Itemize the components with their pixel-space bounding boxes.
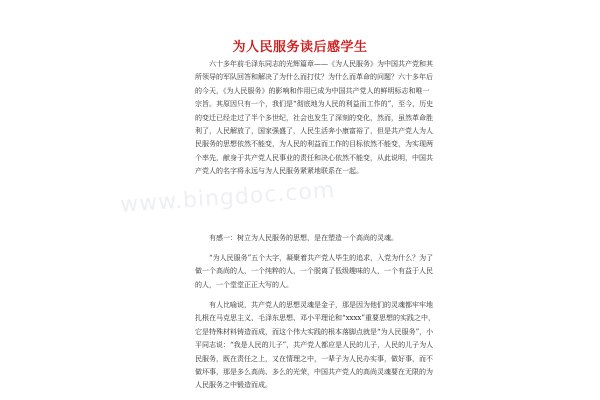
paragraph-golden-soul: 有人比喻说，共产党人的思想灵魂是金子，那是因为他们的灵魂都牢牢地扎根在马克思主义、毛泽东思想、邓小平理论和“xxxx”重要思想的实践之中，它是特殊材料铸造而成，而这个伟大实践的根本落脚点就是“为人民服务”，小平同志说：“我是人民的儿子”，共产党人都应是人民的儿子，人民的儿子为人民服务，既在责任之上，又在情理之中，一辈子为人民办实事，做好事，而不做坏事，那是多么高尚、多么的光荣，中国共产党人的高尚灵魂要在无限的为人民服务之中锻造而成。 (195, 301, 435, 390)
paragraph-intro: 六十多年前毛泽东同志的光辉篇章——《为人民服务》为中国共产党和其所领导的军队回答和解决了为什么而打仗？为什么而革命的问题？六十多年后的今天，《为人民服务》的影响和作用已成为中国共产党人的鲜明标志和唯一宗旨。其原因只有一个，我们是“彻底地为人民的利益而工作的”，至今，历史的变迁已经走过了半个多世纪，社会也发生了深刻的变化，然而，虽然革命胜利了，人民解放了，国家强盛了，人民生活奔小康富裕了，但是共产党人为人民服务的思想依然不能变，为人民的利益而工作的目标依然不能变，为实现两个率先，献身于共产党人民事业的责任和决心依然不能变，从此说明，中国共产党人的名字将永远与为人民服务紧紧地联系在一起。 (195, 60, 434, 176)
paragraph-serve-people: “为人民服务”五个大字，凝聚着共产党人毕生的追求，入党为什么？为了做一个高尚的人，一个纯粹的人，一个脱离了低级趣味的人，一个有益于人民的人，一个堂堂正正大写的人。 (195, 254, 434, 289)
page-title: 为人民服务读后感学生 (232, 40, 368, 55)
paragraph-feeling-one: 有感一：树立为人民服务的思想，是在塑造一个高尚的灵魂。 (209, 234, 398, 242)
document-page (165, 0, 435, 400)
